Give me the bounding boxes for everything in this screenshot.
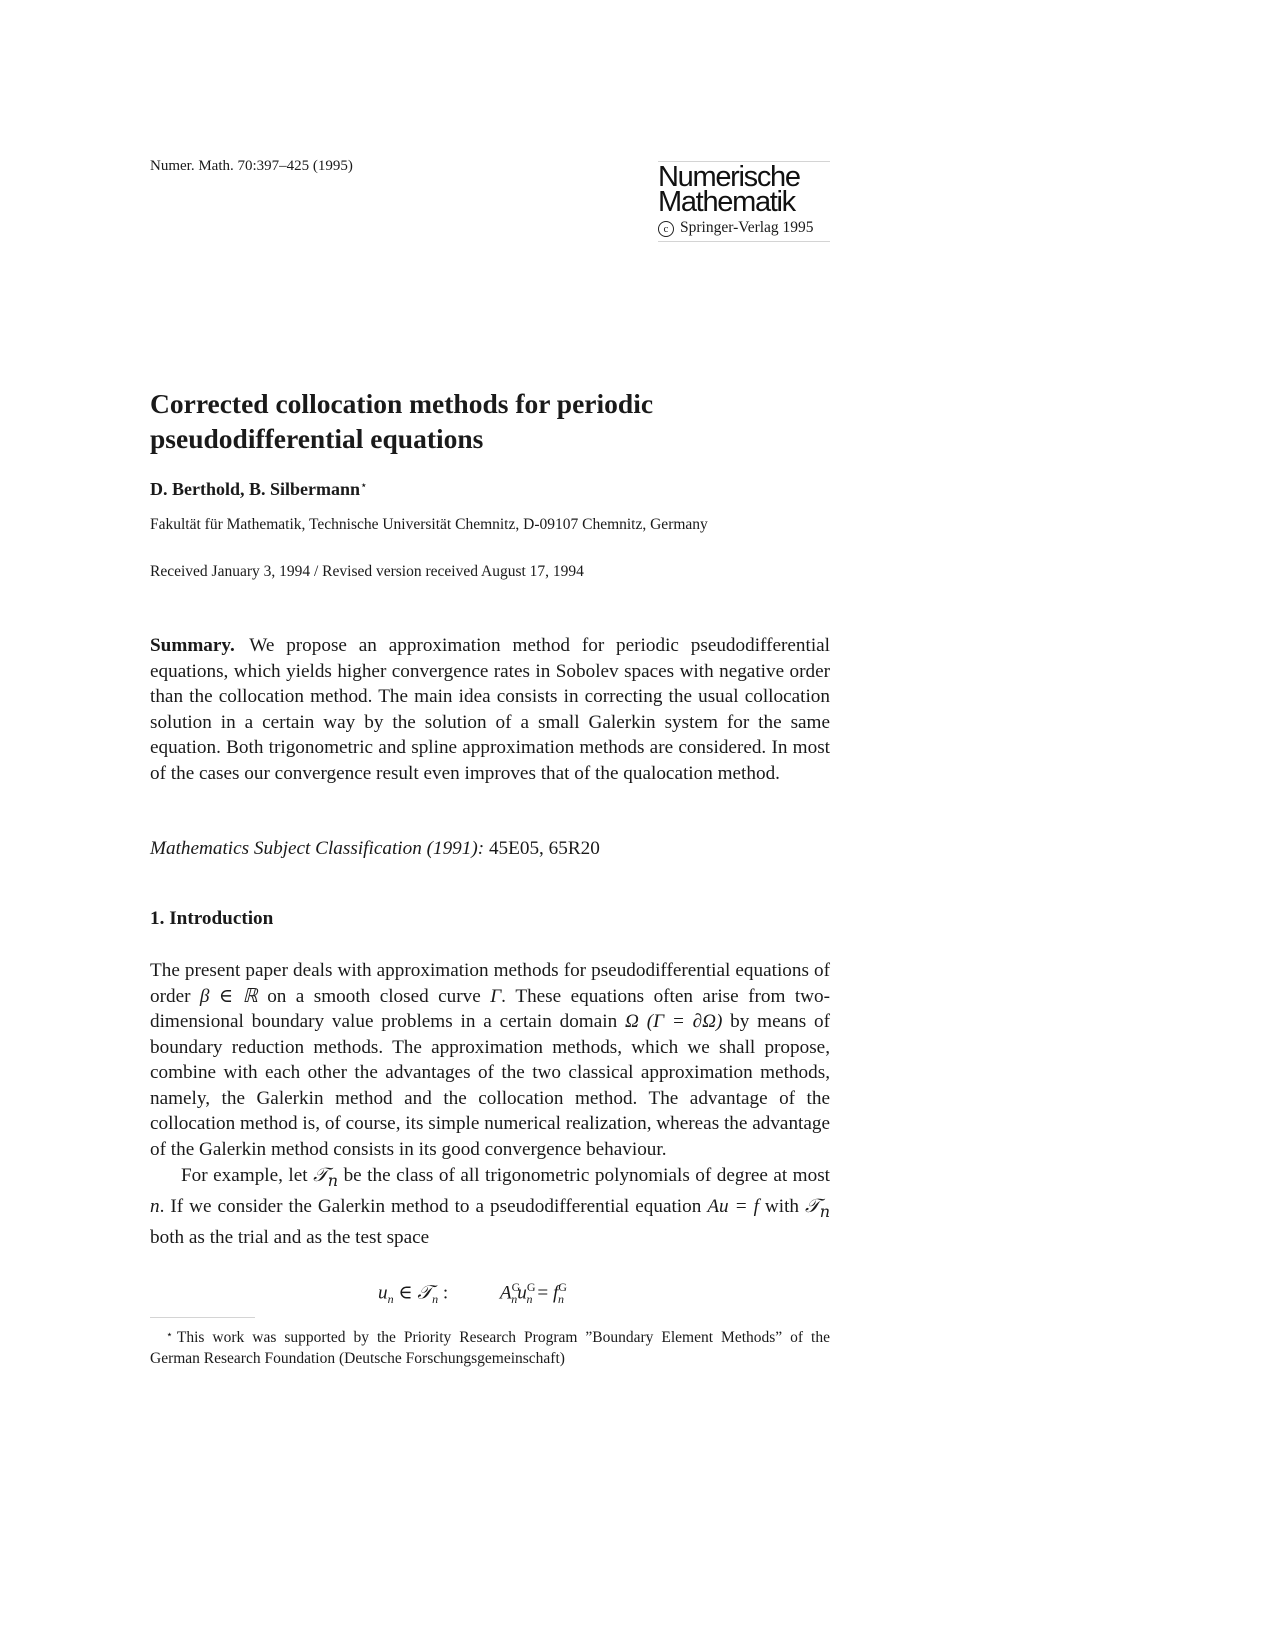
summary xyxy=(150,633,830,786)
eq-sub: n xyxy=(511,1292,518,1307)
eq-f: f xyxy=(552,1282,559,1304)
intro-text: For example, let xyxy=(181,1165,308,1186)
math-sub: n xyxy=(819,1202,831,1222)
eq-sub: n xyxy=(557,1292,564,1307)
intro-text: . If we consider the Galerkin method to a pseudodifferential equation xyxy=(159,1196,702,1218)
intro-text: by means of boundary reduction methods. The approximation methods, which we shall propose, combine with each other the advantages of the two classical approximation methods, namely, the Galerkin method and the collocation method. The advantage of the collocation method is, of course, its simple numerical realization, whereas the advantage of the Galerkin method consists in its good convergence behaviour. xyxy=(150,1011,831,1160)
eq-u: u xyxy=(378,1282,388,1304)
math-order: β ∈ ℝ xyxy=(199,985,258,1007)
math-space xyxy=(805,1194,831,1222)
eq-space: 𝒯 xyxy=(417,1280,433,1304)
math-domain: Ω (Γ = ∂Ω) xyxy=(625,1011,723,1032)
journal-logo xyxy=(658,161,830,242)
footnote-mark: ⋆ xyxy=(166,1329,173,1341)
copyright-icon: c xyxy=(658,221,674,237)
msc-classification xyxy=(150,838,600,860)
journal-name-line2: Mathematik xyxy=(658,186,795,218)
publisher-name: Springer-Verlag 1995 xyxy=(680,219,814,236)
paper-title: Corrected collocation methods for periodic pseudodifferential equations xyxy=(150,388,654,454)
eq-u-n: u xyxy=(517,1282,527,1304)
intro-text: . These equations often arise from two-dimensional boundary value problems in a certain domain xyxy=(150,985,830,1032)
journal-citation: Numer. Math. 70:397–425 (1995) xyxy=(150,158,353,174)
intro-body xyxy=(150,958,830,1250)
eq-sub: n xyxy=(387,1292,394,1307)
intro-paragraph-1 xyxy=(150,958,830,1162)
footnote-text: This work was supported by the Priority Research Program ”Boundary Element Methods” of the German Research Foundation (Deutsche Forschungsgemeinschaft) xyxy=(150,1329,830,1367)
summary-label: Summary. xyxy=(150,635,235,656)
affiliation: Fakultät für Mathematik, Technische Universität Chemnitz, D-09107 Chemnitz, Germany xyxy=(150,516,708,533)
intro-paragraph-2 xyxy=(150,1162,830,1250)
eq-sup: G xyxy=(511,1280,521,1294)
eq-sup: G xyxy=(558,1280,567,1294)
summary-text: We propose an approximation method for periodic pseudodifferential equations, which yields higher convergence rates in Sobolev spaces with negative order than the collocation method. The main idea consists in correcting the usual collocation solution in a certain way by the solution of a small Galerkin system for the same equation. Both trigonometric and spline approximation methods are considered. In most of the cases our convergence result even improves that of the qualocation method. xyxy=(150,635,830,784)
intro-text: with xyxy=(764,1196,800,1218)
received-dates: Received January 3, 1994 / Revised version received August 17, 1994 xyxy=(150,563,584,580)
footnote xyxy=(150,1325,830,1369)
math-sub: n xyxy=(327,1170,339,1190)
math-curve: Γ xyxy=(490,985,502,1007)
section-heading: 1. Introduction xyxy=(150,908,274,929)
author-names: D. Berthold, B. Silbermann xyxy=(150,479,361,499)
eq-colon: : xyxy=(442,1282,449,1304)
math-n: n xyxy=(150,1196,160,1218)
author-footnote-mark: ⋆ xyxy=(360,478,368,492)
journal-name-line1: Numerische xyxy=(658,161,800,193)
eq-sub: n xyxy=(432,1292,439,1307)
msc-codes: 45E05, 65R20 xyxy=(488,838,600,859)
intro-text: on a smooth closed curve xyxy=(267,985,481,1007)
intro-text: both as the trial and as the test space xyxy=(150,1226,430,1248)
eq-in: ∈ xyxy=(398,1282,413,1304)
eq-equals: = xyxy=(537,1282,549,1304)
publisher-line xyxy=(658,219,830,237)
msc-label: Mathematics Subject Classification (1991): xyxy=(150,838,485,859)
authors xyxy=(150,478,368,500)
eq-A: A xyxy=(499,1282,512,1304)
eq-sub: n xyxy=(526,1292,533,1307)
footnote-rule xyxy=(150,1317,255,1318)
math-equation: Au = f xyxy=(707,1196,759,1218)
eq-sup: G xyxy=(526,1280,536,1294)
math-T: 𝒯 xyxy=(805,1194,820,1218)
intro-text: be the class of all trigonometric polynomials of degree at most xyxy=(343,1165,830,1186)
math-space xyxy=(313,1163,339,1190)
intro-text: The present paper deals with approximation methods for pseudodifferential equations of order xyxy=(150,960,830,1007)
math-T: 𝒯 xyxy=(313,1163,328,1186)
display-equation xyxy=(378,1280,567,1307)
